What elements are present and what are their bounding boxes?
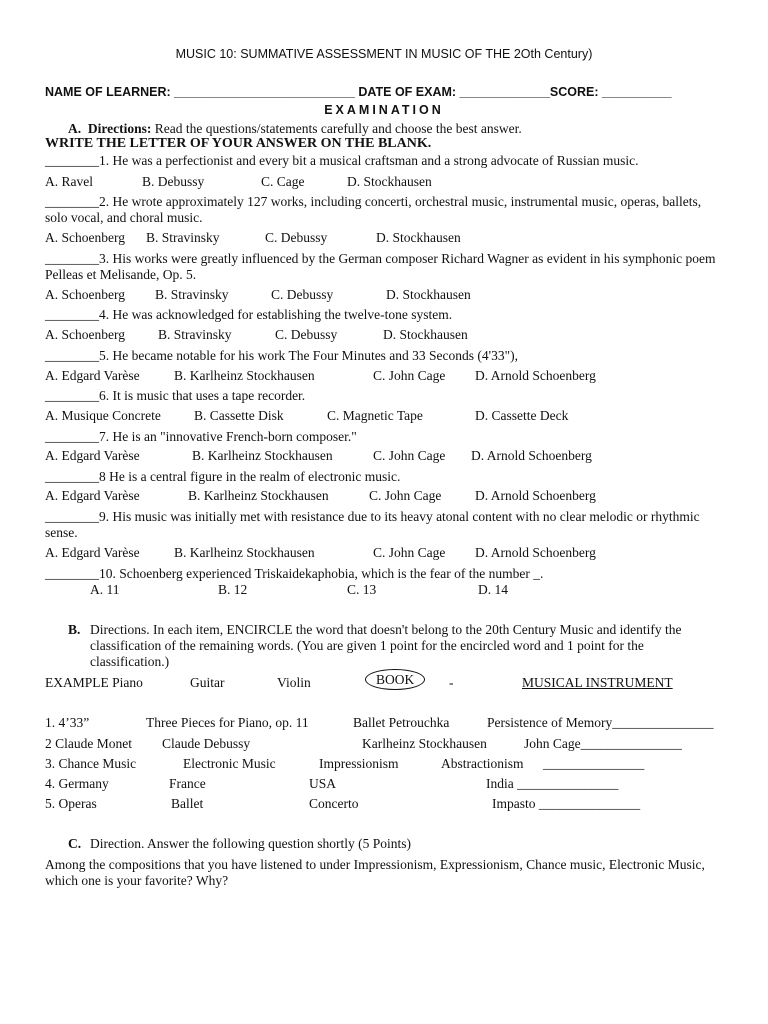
question-3: ________3. His works were greatly influenced by the German composer Richard Wagner as evident in his symphonic poem Pelleas et Melisande, Op. 5. <box>45 251 716 282</box>
choice: C. Magnetic Tape <box>327 408 423 423</box>
choice: B. 12 <box>218 582 248 597</box>
circled-word: BOOK <box>365 669 425 690</box>
part-a-label: A. <box>68 121 82 136</box>
question-6: ________6. It is music that uses a tape recorder. <box>45 388 306 403</box>
choice: D. Arnold Schoenberg <box>471 448 592 463</box>
choice: A. Edgard Varèse <box>45 545 140 560</box>
choice: B. Debussy <box>142 174 205 189</box>
choice: B. Cassette Disk <box>194 408 284 423</box>
item-word: India _______________ <box>486 776 619 791</box>
choice: D. Arnold Schoenberg <box>475 488 596 503</box>
item-word: Claude Debussy <box>162 736 251 751</box>
choice: C. John Cage <box>373 368 446 383</box>
example-word-2: Guitar <box>190 675 225 690</box>
choice: A. 11 <box>90 582 120 597</box>
item-word: Persistence of Memory_______________ <box>487 715 714 730</box>
item-word: France <box>169 776 206 791</box>
choice: A. Schoenberg <box>45 230 125 245</box>
choice: D. Stockhausen <box>386 287 471 302</box>
choice: A. Edgard Varèse <box>45 488 140 503</box>
question-7: ________7. He is an "innovative French-born composer." <box>45 429 357 444</box>
part-c-label: C. <box>68 836 82 851</box>
item-word: 4. Germany <box>45 776 109 791</box>
choice: A. Edgard Varèse <box>45 368 140 383</box>
part-c-directions: Direction. Answer the following question shortly (5 Points) <box>90 836 411 851</box>
item-word: Abstractionism <box>441 756 524 771</box>
choice: B. Karlheinz Stockhausen <box>192 448 333 463</box>
exam-heading: EXAMINATION <box>324 103 444 117</box>
choice: C. Debussy <box>265 230 328 245</box>
example-dash: - <box>449 675 454 690</box>
directions-label: Directions: <box>87 121 152 136</box>
choice: C. 13 <box>347 582 377 597</box>
item-word: Impasto _______________ <box>492 796 641 811</box>
choice: B. Stravinsky <box>155 287 229 302</box>
item-word: John Cage_______________ <box>524 736 682 751</box>
item-word: Karlheinz Stockhausen <box>362 736 487 751</box>
choice: D. Cassette Deck <box>475 408 569 423</box>
learner-info-fields: NAME OF LEARNER: __________________________ DATE OF EXAM: _____________SCORE: __________ <box>45 85 672 99</box>
choice: B. Karlheinz Stockhausen <box>188 488 329 503</box>
example-word-3: Violin <box>277 675 311 690</box>
item-word: 5. Operas <box>45 796 97 811</box>
question-9: ________9. His music was initially met with resistance due to its heavy atonal content with no clear melodic or rhythmic sense. <box>45 509 700 540</box>
choice: B. Stravinsky <box>146 230 220 245</box>
choice: C. John Cage <box>373 448 446 463</box>
choice: A. Schoenberg <box>45 287 125 302</box>
choice: D. Stockhausen <box>376 230 461 245</box>
question-8: ________8 He is a central figure in the realm of electronic music. <box>45 469 401 484</box>
part-b-label: B. <box>68 622 81 637</box>
item-word: Electronic Music <box>183 756 276 771</box>
question-1: ________1. He was a perfectionist and every bit a musical craftsman and a strong advocate of Russian music. <box>45 153 639 168</box>
choice: C. Debussy <box>271 287 334 302</box>
question-2: ________2. He wrote approximately 127 works, including concerti, orchestral music, instrumental music, operas, ballets, solo vocal, and choral music. <box>45 194 702 225</box>
item-word: USA <box>309 776 337 791</box>
question-5: ________5. He became notable for his work The Four Minutes and 33 Seconds (4'33"), <box>45 348 518 363</box>
choice: A. Ravel <box>45 174 93 189</box>
choice: A. Schoenberg <box>45 327 125 342</box>
choice: D. 14 <box>478 582 508 597</box>
choice: D. Stockhausen <box>347 174 432 189</box>
item-word: 3. Chance Music <box>45 756 137 771</box>
choice: C. John Cage <box>373 545 446 560</box>
choice: D. Stockhausen <box>383 327 468 342</box>
choice: C. John Cage <box>369 488 442 503</box>
part-a-directions <box>68 121 522 137</box>
choice: B. Stravinsky <box>158 327 232 342</box>
part-b-directions: Directions. In each item, ENCIRCLE the word that doesn't belong to the 20th Century Music and identify the classification of the remaining words. (You are given 1 point for the encircled word and 1 point for the classification.) <box>90 622 682 669</box>
choice: A. Edgard Varèse <box>45 448 140 463</box>
choice: B. Karlheinz Stockhausen <box>174 368 315 383</box>
item-blank: _______________ <box>543 756 645 771</box>
example-word-1: EXAMPLE Piano <box>45 675 143 690</box>
choice: B. Karlheinz Stockhausen <box>174 545 315 560</box>
choice: C. Cage <box>261 174 305 189</box>
directions-text: Read the questions/statements carefully and choose the best answer. <box>154 121 522 136</box>
item-word: 1. 4’33” <box>45 715 90 730</box>
item-word: Three Pieces for Piano, op. 11 <box>146 715 309 730</box>
item-word: Ballet Petrouchka <box>353 715 450 730</box>
example-circled-word <box>365 672 425 688</box>
page-title: MUSIC 10: SUMMATIVE ASSESSMENT IN MUSIC OF THE 2Oth Century) <box>175 47 593 61</box>
item-word: Concerto <box>309 796 359 811</box>
choice: C. Debussy <box>275 327 338 342</box>
question-10: ________10. Schoenberg experienced Triskaidekaphobia, which is the fear of the number _. <box>45 566 544 581</box>
choice: D. Arnold Schoenberg <box>475 368 596 383</box>
example-answer: MUSICAL INSTRUMENT <box>522 675 673 690</box>
item-word: Ballet <box>171 796 204 811</box>
choice: D. Arnold Schoenberg <box>475 545 596 560</box>
item-word: Impressionism <box>319 756 399 771</box>
part-a-instruction: WRITE THE LETTER OF YOUR ANSWER ON THE BLANK. <box>45 136 432 151</box>
part-c-question: Among the compositions that you have listened to under Impressionism, Expressionism, Chance music, Electronic Music, which one is your favorite? Why? <box>45 857 705 888</box>
item-word: 2 Claude Monet <box>45 736 132 751</box>
question-4: ________4. He was acknowledged for establishing the twelve-tone system. <box>45 307 453 322</box>
choice: A. Musique Concrete <box>45 408 161 423</box>
